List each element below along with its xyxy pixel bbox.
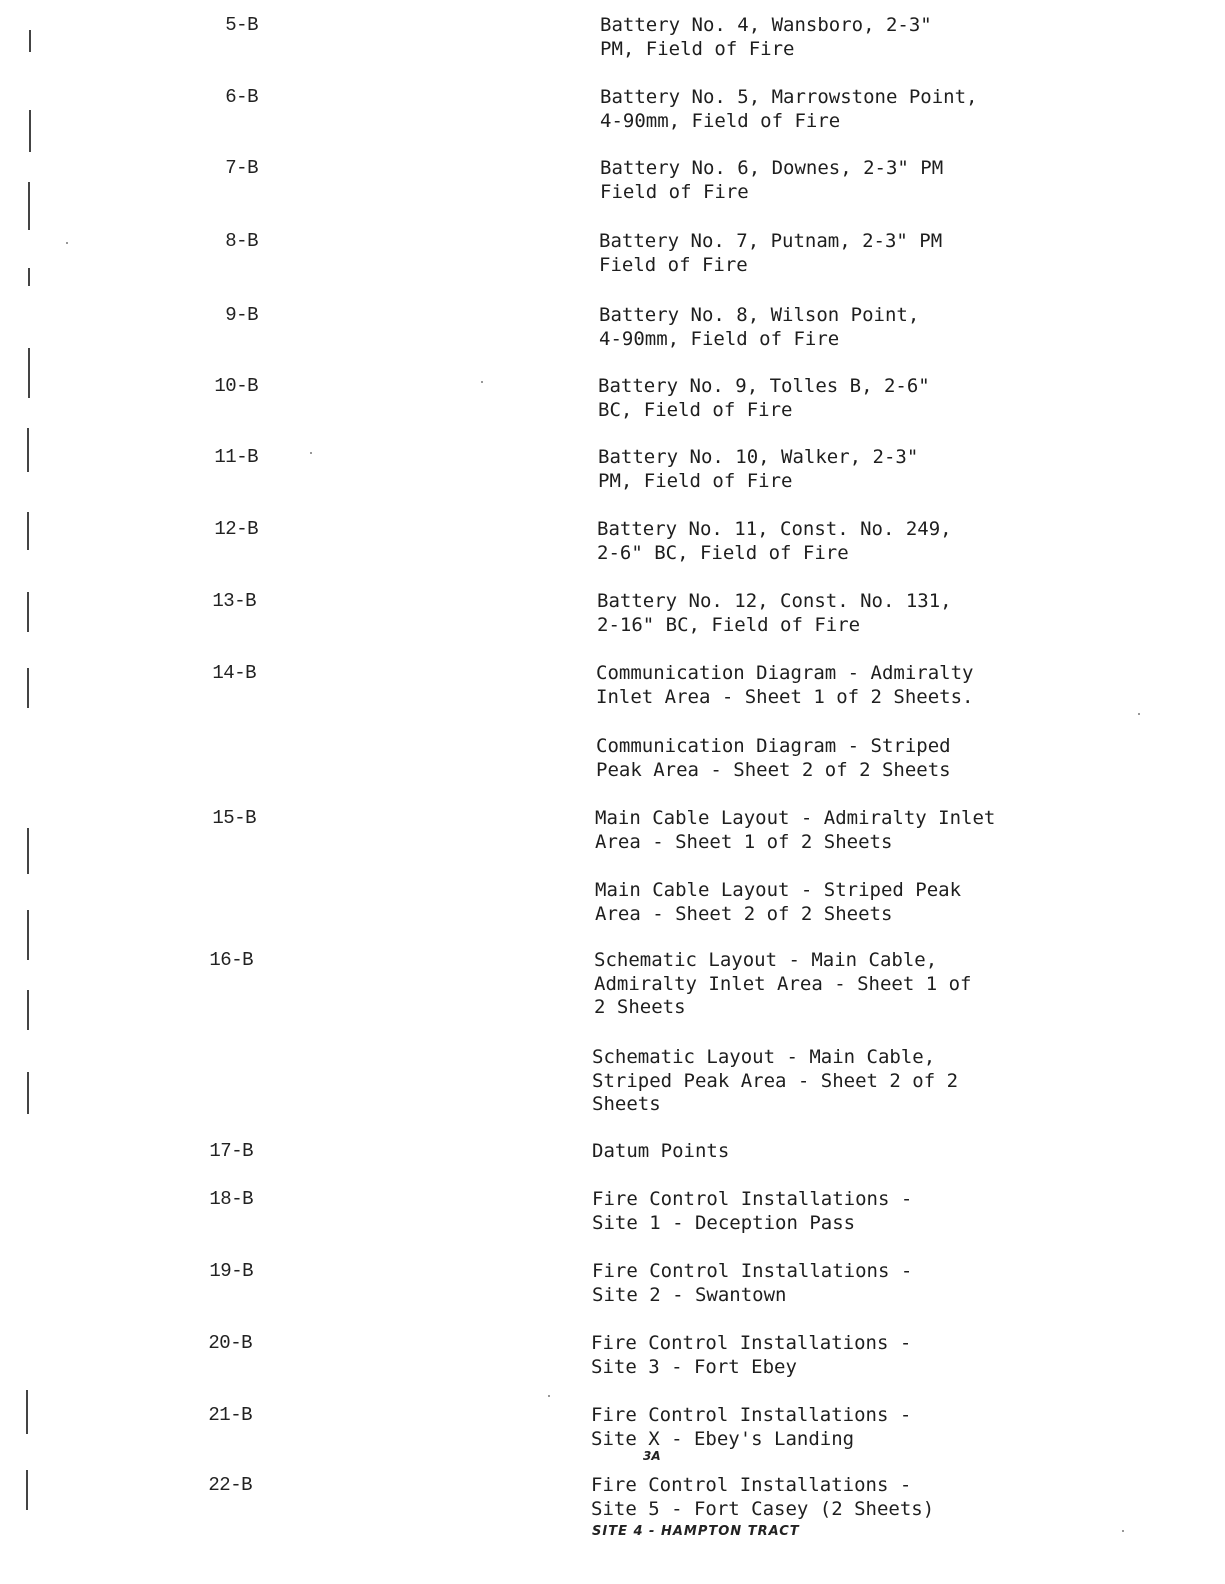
drawing-description: Battery No. 5, Marrowstone Point, 4-90mm, Field of Fire [600, 86, 978, 132]
drawing-number: 14-B [212, 662, 256, 684]
drawing-number: 7-B [225, 157, 258, 179]
drawing-number: 15-B [212, 807, 256, 829]
drawing-number: 6-B [225, 86, 258, 108]
drawing-description: Fire Control Installations - Site 2 - Swantown [592, 1260, 913, 1306]
drawing-number: 17-B [209, 1140, 253, 1162]
drawing-number: 11-B [214, 446, 258, 468]
drawing-description: Battery No. 11, Const. No. 249, 2-6" BC, Field of Fire [597, 518, 952, 564]
drawing-description: Battery No. 8, Wilson Point, 4-90mm, Field of Fire [599, 304, 920, 350]
drawing-number: 10-B [214, 375, 258, 397]
drawing-description: Communication Diagram - Admiralty Inlet Area - Sheet 1 of 2 Sheets. [596, 662, 974, 708]
drawing-description: Datum Points [592, 1140, 730, 1162]
drawing-number: 8-B [225, 230, 258, 252]
handwritten-note: SITE 4 - HAMPTON TRACT [592, 1524, 800, 1539]
drawing-number: 19-B [209, 1260, 253, 1282]
drawing-description: Battery No. 12, Const. No. 131, 2-16" BC, Field of Fire [597, 590, 952, 636]
drawing-description: Fire Control Installations - Site 5 - Fort Casey (2 Sheets) [591, 1474, 935, 1520]
drawing-description: Battery No. 6, Downes, 2-3" PM Field of Fire [600, 157, 944, 203]
drawing-number: 20-B [208, 1332, 252, 1354]
site-correction-handwritten: 3A [643, 1449, 661, 1463]
drawing-number: 16-B [209, 949, 253, 971]
drawing-number: 13-B [212, 590, 256, 612]
drawing-number: 21-B [208, 1404, 252, 1426]
drawing-description: Battery No. 7, Putnam, 2-3" PM Field of Fire [599, 230, 943, 276]
drawing-description: Battery No. 10, Walker, 2-3" PM, Field of Fire [598, 446, 919, 492]
drawing-number: 22-B [208, 1474, 252, 1496]
drawing-description: Fire Control Installations - Site 3 - Fort Ebey [591, 1332, 912, 1378]
drawing-description: Main Cable Layout - Admiralty Inlet Area - Sheet 1 of 2 Sheets [595, 807, 996, 853]
scan-left-edge-marks [0, 0, 70, 1584]
drawing-number: 9-B [225, 304, 258, 326]
drawing-description: Schematic Layout - Main Cable, Admiralty Inlet Area - Sheet 1 of 2 Sheets [594, 949, 972, 1018]
drawing-description: Fire Control Installations - Site 1 - Deception Pass [592, 1188, 913, 1234]
drawing-description: Battery No. 4, Wansboro, 2-3" PM, Field of Fire [600, 14, 932, 60]
drawing-number: 18-B [209, 1188, 253, 1210]
drawing-number: 12-B [214, 518, 258, 540]
drawing-description: Fire Control Installations - Site X - Ebey's Landing [591, 1404, 912, 1450]
drawing-number: 5-B [225, 14, 258, 36]
drawing-description: Communication Diagram - Striped Peak Area - Sheet 2 of 2 Sheets [596, 735, 951, 781]
drawing-description: Battery No. 9, Tolles B, 2-6" BC, Field of Fire [598, 375, 930, 421]
drawing-description: Main Cable Layout - Striped Peak Area - Sheet 2 of 2 Sheets [595, 879, 962, 925]
drawing-description: Schematic Layout - Main Cable, Striped Peak Area - Sheet 2 of 2 Sheets [592, 1046, 959, 1115]
